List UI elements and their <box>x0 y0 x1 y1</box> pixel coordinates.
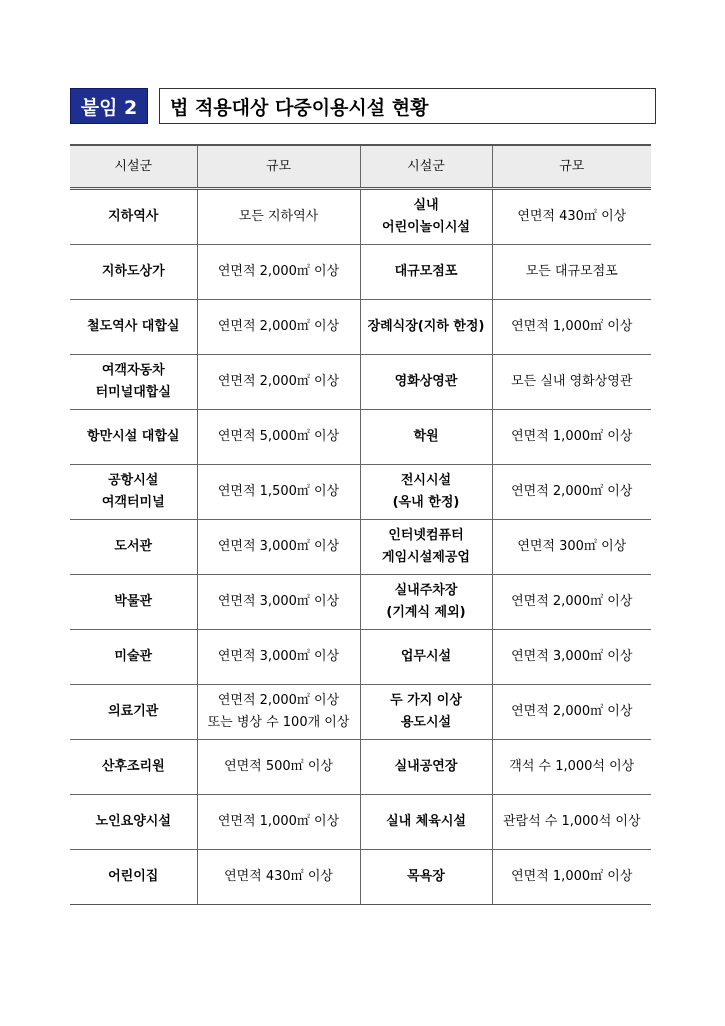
scale-cell: 연면적 1,000㎡ 이상 <box>197 795 360 850</box>
scale-cell: 연면적 1,500㎡ 이상 <box>197 465 360 520</box>
facility-group-cell: 노인요양시설 <box>70 795 197 850</box>
document-title: 법 적용대상 다중이용시설 현황 <box>159 88 656 124</box>
facility-group-cell: 두 가지 이상 용도시설 <box>360 685 492 740</box>
scale-cell: 연면적 2,000㎡ 이상 <box>197 300 360 355</box>
facility-group-cell: 철도역사 대합실 <box>70 300 197 355</box>
scale-cell: 연면적 3,000㎡ 이상 <box>492 630 651 685</box>
column-header-facility-group-left: 시설군 <box>70 145 197 189</box>
attachment-badge: 붙임 2 <box>70 88 148 124</box>
scale-cell: 연면적 2,000㎡ 이상 <box>492 685 651 740</box>
table-row <box>70 575 651 630</box>
table-row <box>70 850 651 905</box>
facility-group-cell: 대규모점포 <box>360 245 492 300</box>
facility-group-cell: 학원 <box>360 410 492 465</box>
scale-cell: 연면적 3,000㎡ 이상 <box>197 520 360 575</box>
scale-cell: 연면적 3,000㎡ 이상 <box>197 575 360 630</box>
scale-cell: 연면적 430㎡ 이상 <box>197 850 360 905</box>
facility-group-cell: 산후조리원 <box>70 740 197 795</box>
facility-group-cell: 지하역사 <box>70 189 197 245</box>
scale-cell: 연면적 1,000㎡ 이상 <box>492 410 651 465</box>
document-header <box>70 88 656 124</box>
facility-group-cell: 어린이집 <box>70 850 197 905</box>
facility-group-cell: 실내 어린이놀이시설 <box>360 189 492 245</box>
scale-cell: 연면적 500㎡ 이상 <box>197 740 360 795</box>
column-header-scale-left: 규모 <box>197 145 360 189</box>
scale-cell: 연면적 2,000㎡ 이상 또는 병상 수 100개 이상 <box>197 685 360 740</box>
facility-group-cell: 업무시설 <box>360 630 492 685</box>
table-body <box>70 189 651 905</box>
scale-cell: 연면적 3,000㎡ 이상 <box>197 630 360 685</box>
table-header-row <box>70 145 651 189</box>
column-header-facility-group-right: 시설군 <box>360 145 492 189</box>
facility-group-cell: 목욕장 <box>360 850 492 905</box>
facility-group-cell: 미술관 <box>70 630 197 685</box>
table-row <box>70 300 651 355</box>
facility-group-cell: 박물관 <box>70 575 197 630</box>
scale-cell: 연면적 2,000㎡ 이상 <box>197 245 360 300</box>
scale-cell: 연면적 1,000㎡ 이상 <box>492 300 651 355</box>
facility-group-cell: 공항시설 여객터미널 <box>70 465 197 520</box>
table-row <box>70 189 651 245</box>
scale-cell: 모든 실내 영화상영관 <box>492 355 651 410</box>
scale-cell: 연면적 300㎡ 이상 <box>492 520 651 575</box>
facility-group-cell: 실내 체육시설 <box>360 795 492 850</box>
column-header-scale-right: 규모 <box>492 145 651 189</box>
facility-group-cell: 도서관 <box>70 520 197 575</box>
scale-cell: 연면적 5,000㎡ 이상 <box>197 410 360 465</box>
facility-group-cell: 실내공연장 <box>360 740 492 795</box>
facility-group-cell: 항만시설 대합실 <box>70 410 197 465</box>
scale-cell: 연면적 2,000㎡ 이상 <box>197 355 360 410</box>
table-row <box>70 740 651 795</box>
facility-group-cell: 의료기관 <box>70 685 197 740</box>
table-row <box>70 465 651 520</box>
table-row <box>70 630 651 685</box>
facility-group-cell: 실내주차장 (기계식 제외) <box>360 575 492 630</box>
scale-cell: 객석 수 1,000석 이상 <box>492 740 651 795</box>
facility-table <box>70 144 651 905</box>
scale-cell: 연면적 2,000㎡ 이상 <box>492 465 651 520</box>
table-row <box>70 355 651 410</box>
scale-cell: 연면적 430㎡ 이상 <box>492 189 651 245</box>
facility-group-cell: 전시시설 (옥내 한정) <box>360 465 492 520</box>
table-row <box>70 520 651 575</box>
facility-group-cell: 지하도상가 <box>70 245 197 300</box>
facility-group-cell: 영화상영관 <box>360 355 492 410</box>
table-row <box>70 685 651 740</box>
facility-group-cell: 장례식장(지하 한정) <box>360 300 492 355</box>
table-row <box>70 795 651 850</box>
table-row <box>70 245 651 300</box>
table-row <box>70 410 651 465</box>
scale-cell: 연면적 2,000㎡ 이상 <box>492 575 651 630</box>
scale-cell: 모든 대규모점포 <box>492 245 651 300</box>
facility-group-cell: 여객자동차 터미널대합실 <box>70 355 197 410</box>
facility-group-cell: 인터넷컴퓨터 게임시설제공업 <box>360 520 492 575</box>
scale-cell: 관람석 수 1,000석 이상 <box>492 795 651 850</box>
scale-cell: 모든 지하역사 <box>197 189 360 245</box>
scale-cell: 연면적 1,000㎡ 이상 <box>492 850 651 905</box>
